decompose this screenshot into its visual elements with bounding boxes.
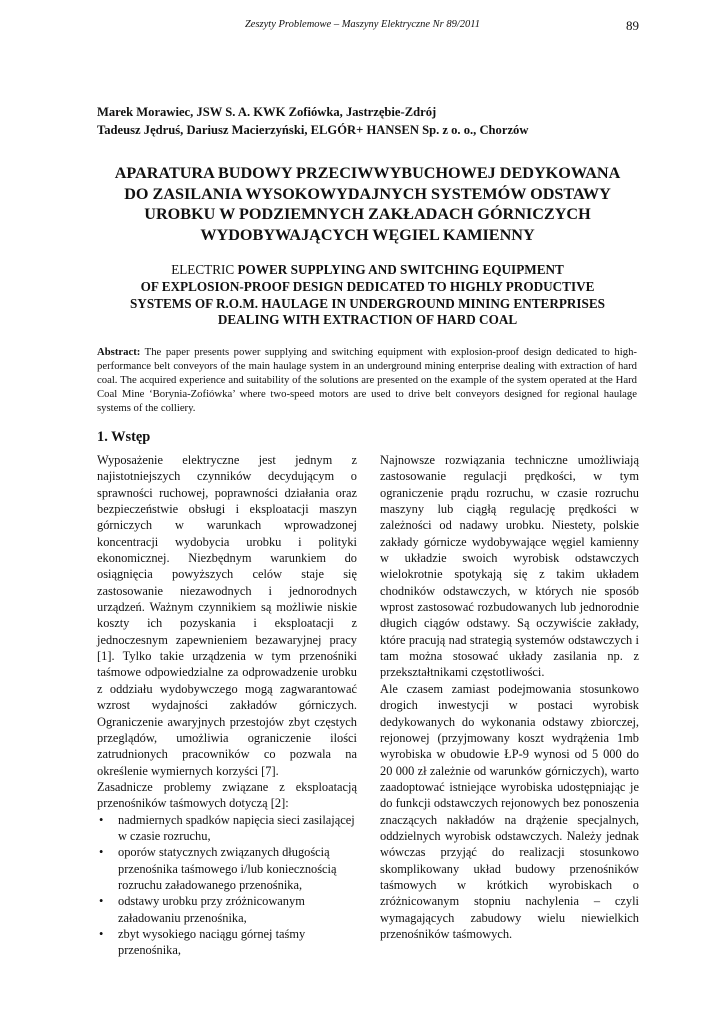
author-affiliation-2: ELGÓR+ HANSEN Sp. z o. o., Chorzów: [307, 123, 529, 137]
running-head: Zeszyty Problemowe – Maszyny Elektryczne Nr 89/2011: [244, 19, 481, 30]
list-item-text: odstawy urobku przy zróżnicowanym załadowaniu przenośnika,: [118, 894, 305, 925]
title-english-line: OF EXPLOSION-PROOF DESIGN DEDICATED TO HIGHLY PRODUCTIVE: [140, 278, 595, 294]
author-names-2: Tadeusz Jędruś, Dariusz Macierzyński,: [97, 123, 308, 137]
section-heading: 1. Wstęp: [97, 429, 151, 445]
authors: [97, 103, 528, 139]
paragraph: Wyposażenie elektryczne jest jednym z najistotniejszych czynników decydującym o sprawności ruchowej, poprawności działania oraz bezpieczeństwie obsługi i eksploatacji maszyn górniczych w warunkach wprowadzonej koncentracji wydobycia urobku i polityki ekonomicznej. Niezbędnym warunkiem do osiągnięcia powyższych celów staje się zastosowanie niezawodnych i jednorodnych urządzeń. Ważnym czynnikiem są możliwie niskie koszty ich pozyskania i eksploatacji z jednoczesnym zapewnieniem bezawaryjnej pracy [1]. Tylko takie urządzenia w tym przenośniki taśmowe odpowiedzialne za odprowadzenie urobku z oddziału wydobywczego mogą zagwarantować wzrost wydajności zakładów górniczych. Ograniczenie awaryjnych przestojów zbyt częstych przeglądów, umożliwia ograniczenie ilości zatrudnionych pracowników co pozwala na określenie wymiernych korzyści [7].: [97, 453, 357, 778]
author-line-2: [97, 121, 528, 139]
right-column: [380, 452, 639, 942]
list-item-text: oporów statycznych związanych długością przenośnika taśmowego i/lub koniecznością rozruchu załadowanego przenośnika,: [118, 845, 337, 892]
bullet-icon: •: [99, 926, 104, 941]
bullet-icon: •: [99, 845, 104, 860]
list-item-text: nadmiernych spadków napięcia sieci zasilającej w czasie rozruchu,: [118, 812, 355, 843]
author-names-1: Marek Morawiec,: [97, 105, 194, 119]
author-line-1: [97, 103, 528, 121]
title-english: [80, 262, 655, 329]
bullet-icon: •: [99, 812, 104, 827]
page-number: 89: [626, 18, 639, 33]
list-item: [97, 812, 357, 845]
paragraph: Zasadnicze problemy związane z eksploatacją przenośników taśmowych dotyczą [2]:: [97, 779, 357, 811]
title-polish-line: DO ZASILANIA WYSOKOWYDAJNYCH SYSTEMÓW ODSTAWY: [124, 184, 611, 203]
title-polish-line: UROBKU W PODZIEMNYCH ZAKŁADACH GÓRNICZYCH: [144, 205, 591, 223]
abstract: [97, 345, 637, 415]
author-affiliation-1: JSW S. A. KWK Zofiówka, Jastrzębie-Zdrój: [193, 105, 437, 119]
title-polish-line: WYDOBYWAJĄCYCH WĘGIEL KAMIENNY: [200, 225, 535, 244]
paragraph: Najnowsze rozwiązania techniczne umożliwiają zastosowanie regulacji prędkości, w tym ograniczenie prądu rozruchu, w czasie rozruchu maszyny lub ciągłą regulację prędkości w zależności od nadawy urobku. Niestety, polskie zakłady górnicze wydobywające węgiel kamienny w układzie swoich wyrobisk odstawczych wielokrotnie spotykają się z takim układem chodników odstawczych, w których nie sposób wprost zastosować rozbudowanych lub jednorodnie długich ciągów odstawy. Są oczywiście zakłady, które pracują nad strategią systemów odstawczych i tam można stosować układy zasilania np. z przekształtnikami częstotliwości.: [380, 453, 639, 680]
title-polish-line: APARATURA BUDOWY PRZECIWWYBUCHOWEJ DEDYKOWANA: [114, 164, 621, 182]
title-english-line: DEALING WITH EXTRACTION OF HARD COAL: [217, 312, 518, 328]
bullet-list: [97, 812, 357, 959]
list-item: [97, 844, 357, 893]
title-polish: [80, 163, 655, 245]
abstract-text: The paper presents power supplying and switching equipment with explosion-proof design dedicated to high-performance belt conveyors of the main haulage system in an underground mining enterprise dealing with extraction of hard coal. The acquired experience and suitability of the solutions are presented on the example of the system operated at the Hard Coal Mine ‘Borynia-Zofiówka’ where two-speed motors are used to drive belt conveyors designed for regional haulage systems of the colliery.: [97, 346, 637, 414]
left-column: [97, 452, 357, 959]
paragraph: Ale czasem zamiast podejmowania stosunkowo drogich inwestycji w postaci wyrobisk dedykowanych do wykonania odstawy zbiorczej, rejonowej (przyjmowany koszt wydrążenia 1mb wyrobiska w obudowie ŁP-9 wynosi od 5 000 do 20 000 zł zależnie od warunków górniczych), warto zaadoptować istniejące wyrobiska udostępniając je do funkcji odstawczych rejonowych bez ponoszenia znaczących nakładów na drążenie specjalnych, oddzielnych wyrobisk odstawczych. Należy jednak wówczas przyjąć do realizacji stosunkowo skomplikowany układ budowy przenośników taśmowych w krótkich wyrobiskach o zróżnicowanym stopniu nachylenia – czyli wymagających zabudowy wielu niewielkich przenośników taśmowych.: [380, 681, 639, 941]
abstract-label: Abstract:: [97, 346, 141, 358]
title-english-line: SYSTEMS OF R.O.M. HAULAGE IN UNDERGROUND MINING ENTERPRISES: [129, 295, 606, 311]
title-english-line-1-rest: POWER SUPPLYING AND SWITCHING EQUIPMENT: [234, 262, 564, 277]
list-item: [97, 893, 357, 926]
title-english-first-word: ELECTRIC: [171, 262, 235, 277]
list-item: [97, 926, 357, 959]
title-english-line: [80, 262, 655, 279]
bullet-icon: •: [99, 894, 104, 909]
list-item-text: zbyt wysokiego naciągu górnej taśmy przenośnika,: [118, 926, 306, 958]
